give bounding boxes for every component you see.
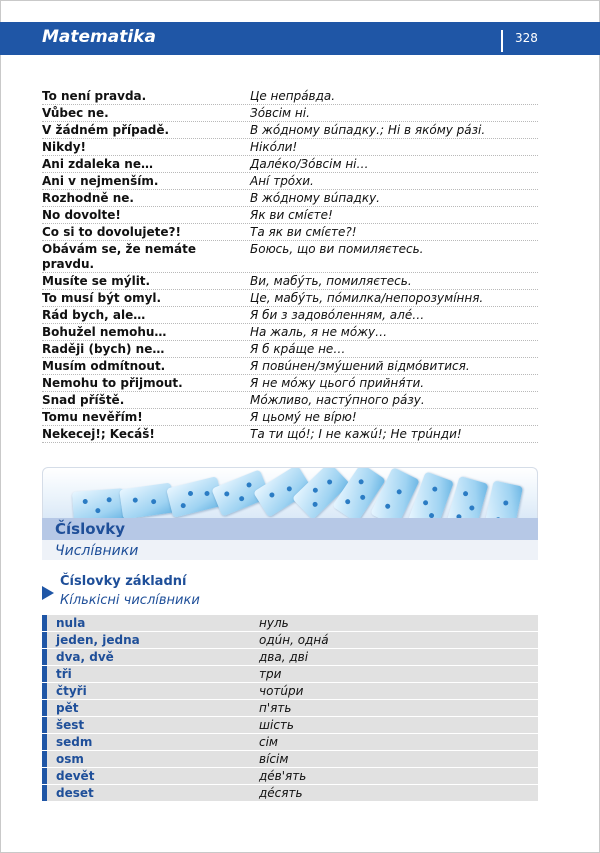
phrase-row	[42, 139, 538, 156]
phrase-czech: Rád bych, ale…	[42, 308, 146, 322]
domino-dot	[180, 503, 186, 509]
domino-dot	[344, 498, 351, 505]
phrase-row	[42, 190, 538, 207]
domino-dot	[428, 512, 434, 518]
phrase-row	[42, 358, 538, 375]
number-ukrainian: шість	[259, 718, 294, 732]
number-row	[42, 717, 538, 734]
domino-dot	[312, 501, 319, 508]
phrase-czech: Tomu nevěřím!	[42, 410, 143, 424]
domino-dot	[187, 490, 193, 496]
number-row	[42, 649, 538, 666]
domino-dot	[312, 487, 319, 494]
phrase-ukrainian: В жóдному вúпадку.; Ні в якóму рáзі.	[250, 123, 486, 137]
phrase-row	[42, 156, 538, 173]
number-czech: osm	[56, 752, 84, 766]
phrase-czech: Raději (bych) ne…	[42, 342, 165, 356]
domino-dot	[384, 503, 391, 510]
phrase-row	[42, 290, 538, 307]
phrase-ukrainian: Я би з задовóленням, алé…	[250, 308, 425, 322]
domino-dot	[95, 508, 100, 513]
phrase-row	[42, 307, 538, 324]
phrase-czech: Snad příště.	[42, 393, 125, 407]
phrase-ukrainian: Я повúнен/змýшений відмóвитися.	[250, 359, 470, 373]
number-row	[42, 632, 538, 649]
phrase-row	[42, 426, 538, 443]
domino-dot	[503, 500, 509, 506]
dominoes-banner-image	[42, 467, 538, 518]
phrase-czech: V žádném případě.	[42, 123, 170, 137]
number-czech: devět	[56, 769, 95, 783]
subsection-title: Číslovky základní	[60, 574, 187, 589]
number-ukrainian: три	[259, 667, 282, 681]
number-row	[42, 768, 538, 785]
number-czech: sedm	[56, 735, 93, 749]
phrase-ukrainian: Далéко/Зóвсім ні…	[250, 157, 369, 171]
number-czech: jeden, jedna	[56, 633, 140, 647]
number-row	[42, 666, 538, 683]
number-ukrainian: одúн, однá	[259, 633, 329, 647]
domino-dot	[359, 494, 366, 501]
domino-dot	[495, 517, 501, 518]
page-number: 328	[515, 31, 538, 45]
domino-shape	[483, 480, 523, 518]
domino-dot	[132, 497, 138, 503]
phrase-czech: Rozhodně ne.	[42, 191, 134, 205]
header-divider	[501, 30, 503, 52]
phrase-ukrainian: Я цьомý не вíрю!	[250, 410, 357, 424]
phrase-row	[42, 173, 538, 190]
phrase-czech: Nemohu to přijmout.	[42, 376, 183, 390]
triangle-bullet-icon	[42, 586, 54, 600]
phrase-list	[42, 88, 538, 443]
number-row	[42, 785, 538, 802]
phrase-ukrainian: Нікóли!	[250, 140, 298, 154]
phrase-row	[42, 273, 538, 290]
domino-dot	[326, 478, 333, 485]
phrase-row	[42, 241, 538, 273]
number-czech: šest	[56, 718, 85, 732]
number-row	[42, 615, 538, 632]
phrase-ukrainian: Боюсь, що ви помиляєтесь.	[250, 242, 424, 256]
domino-dot	[286, 485, 293, 492]
phrase-czech: Nikdy!	[42, 140, 87, 154]
phrase-ukrainian: Це непрáвда.	[250, 89, 336, 103]
section-subtitle-bar	[42, 540, 538, 560]
domino-shape	[119, 483, 175, 518]
number-czech: nula	[56, 616, 86, 630]
domino-dot	[106, 497, 111, 502]
number-row	[42, 683, 538, 700]
phrase-ukrainian: Та ти щó!; І не кажú!; Не трúнди!	[250, 427, 462, 441]
domino-dot	[224, 491, 231, 498]
phrase-ukrainian: В жóдному вúпадку.	[250, 191, 380, 205]
number-ukrainian: два, дві	[259, 650, 309, 664]
phrase-row	[42, 122, 538, 139]
phrase-czech: To musí být omyl.	[42, 291, 162, 305]
domino-shape	[72, 488, 126, 518]
number-ukrainian: сім	[259, 735, 278, 749]
number-ukrainian: чотúри	[259, 684, 304, 698]
number-row	[42, 751, 538, 768]
number-czech: deset	[56, 786, 94, 800]
phrase-ukrainian: Я не мóжу цьогó прийня́ти.	[250, 376, 425, 390]
phrase-row	[42, 341, 538, 358]
number-ukrainian: дéв'ять	[259, 769, 307, 783]
phrase-czech: To není pravda.	[42, 89, 147, 103]
phrase-row	[42, 324, 538, 341]
domino-dot	[432, 486, 438, 492]
domino-dot	[246, 482, 253, 489]
domino-dot	[422, 500, 428, 506]
section-title: Číslovky	[55, 520, 126, 538]
phrase-czech: Obávám se, že nemáte pravdu.	[42, 242, 196, 271]
chapter-title: Matematika	[42, 27, 156, 47]
domino-dot	[462, 491, 468, 497]
phrase-czech: Ani zdaleka ne…	[42, 157, 153, 171]
number-row	[42, 700, 538, 717]
phrase-row	[42, 392, 538, 409]
phrase-ukrainian: На жаль, я не мóжу…	[250, 325, 388, 339]
number-czech: čtyři	[56, 684, 87, 698]
section-title-bar	[42, 518, 538, 540]
domino-dot	[469, 505, 475, 511]
phrase-ukrainian: Як ви смíєте!	[250, 208, 333, 222]
domino-dot	[238, 495, 245, 502]
phrase-row	[42, 105, 538, 122]
domino-dot	[396, 488, 403, 495]
number-ukrainian: п'ять	[259, 701, 292, 715]
number-czech: dva, dvě	[56, 650, 114, 664]
phrase-czech: Musíte se mýlit.	[42, 274, 151, 288]
domino-dot	[358, 478, 365, 485]
phrase-czech: Co si to dovolujete?!	[42, 225, 181, 239]
phrase-row	[42, 88, 538, 105]
phrase-ukrainian: Мóжливо, настýпного рáзу.	[250, 393, 425, 407]
domino-dot	[456, 514, 462, 518]
phrase-ukrainian: Ви, мабýть, помиляєтесь.	[250, 274, 412, 288]
phrase-ukrainian: Анí трóхи.	[250, 174, 314, 188]
phrase-czech: Nekecej!; Kecáš!	[42, 427, 155, 441]
number-czech: pět	[56, 701, 79, 715]
numbers-table	[42, 615, 538, 802]
number-czech: tři	[56, 667, 72, 681]
phrase-czech: Bohužel nemohu…	[42, 325, 167, 339]
numerals-section	[42, 467, 538, 560]
phrase-czech: Ani v nejmenším.	[42, 174, 159, 188]
phrase-ukrainian: Це, мабýть, пóмилка/непорозумíння.	[250, 291, 484, 305]
number-row	[42, 734, 538, 751]
domino-dot	[268, 492, 275, 499]
domino-dot	[83, 499, 88, 504]
phrase-czech: No dovolte!	[42, 208, 121, 222]
number-ukrainian: вíсім	[259, 752, 289, 766]
phrase-czech: Vůbec ne.	[42, 106, 109, 120]
phrase-ukrainian: Я б крáще не…	[250, 342, 346, 356]
page-header	[0, 22, 600, 55]
phrase-czech: Musím odmítnout.	[42, 359, 166, 373]
phrase-row	[42, 375, 538, 392]
number-ukrainian: дéсять	[259, 786, 303, 800]
phrase-row	[42, 224, 538, 241]
domino-dot	[151, 499, 157, 505]
phrase-ukrainian: Зóвсім ні.	[250, 106, 310, 120]
phrase-ukrainian: Та як ви смíєте?!	[250, 225, 357, 239]
number-ukrainian: нуль	[259, 616, 289, 630]
section-subtitle: Числíвники	[55, 543, 139, 559]
subsection-subtitle: Кíлькісні числíвники	[60, 593, 200, 608]
domino-dot	[204, 490, 210, 496]
phrase-row	[42, 207, 538, 224]
phrase-row	[42, 409, 538, 426]
